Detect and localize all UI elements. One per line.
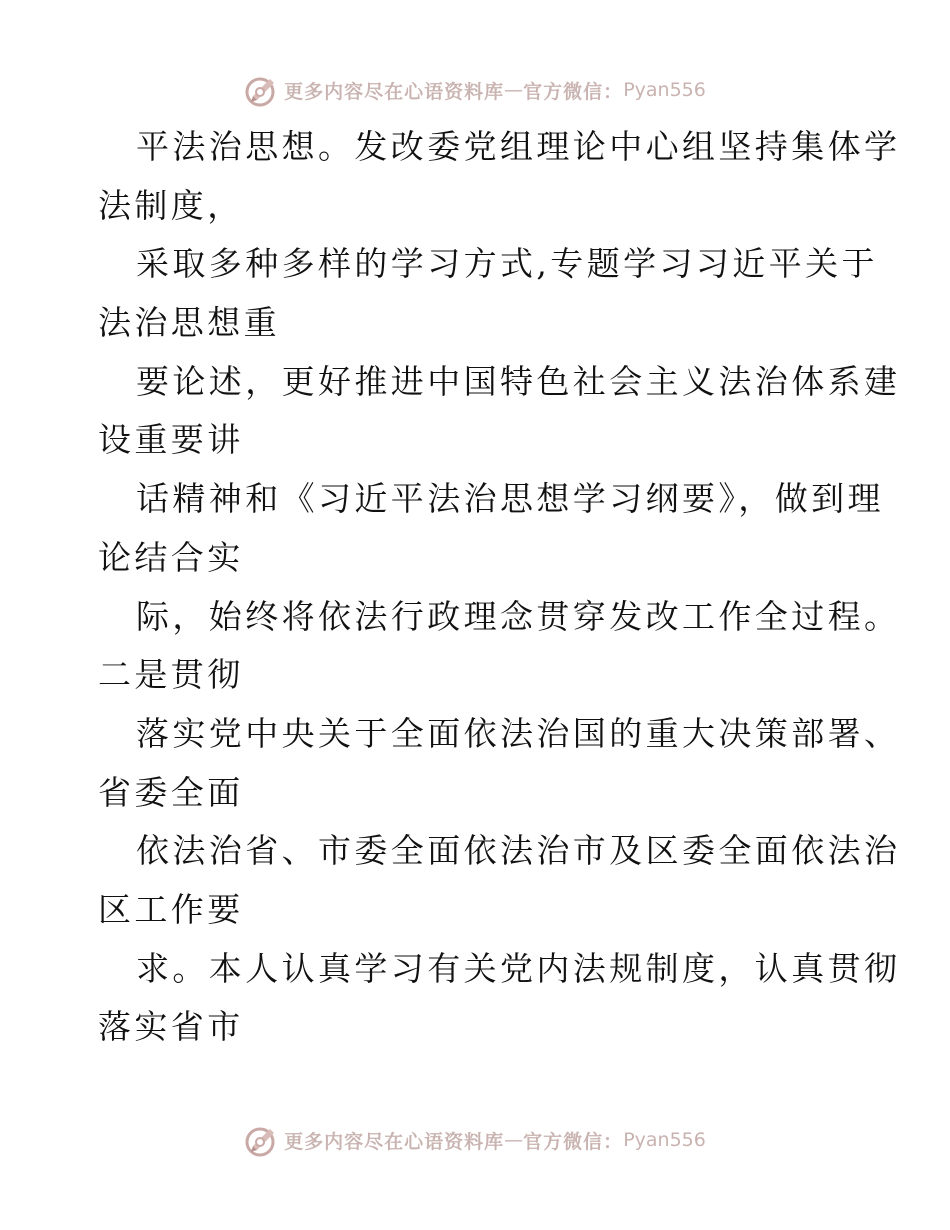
text-line: 论结合实	[98, 537, 244, 577]
watermark-wechat-id: Pyan556	[623, 79, 706, 101]
pen-logo-icon	[244, 1122, 280, 1158]
text-line: 采取多种多样的学习方式,专题学习习近平关于	[136, 244, 878, 284]
pen-logo-icon	[244, 72, 280, 108]
footer-watermark	[0, 1120, 950, 1160]
text-line: 落实省市	[98, 1007, 244, 1047]
text-line: 话精神和《习近平法治思想学习纲要》，做到理	[136, 479, 884, 519]
watermark-separator: —	[504, 1129, 524, 1151]
text-line: 法制度，	[98, 185, 244, 225]
watermark-wechat-label: 官方微信：	[523, 80, 624, 103]
watermark-brand: 更多内容尽在心语资料库	[284, 80, 505, 103]
text-line: 依法治省、市委全面依法治市及区委全面依法治	[136, 831, 901, 871]
text-line: 二是贯彻	[98, 655, 244, 695]
text-line: 设重要讲	[98, 420, 244, 460]
text-line: 平法治思想。发改委党组理论中心组坚持集体学	[136, 127, 901, 166]
watermark-wechat-label: 官方微信：	[523, 1130, 624, 1153]
text-line: 省委全面	[98, 772, 244, 812]
watermark-brand: 更多内容尽在心语资料库	[284, 1130, 505, 1153]
watermark-wechat-id: Pyan556	[623, 1129, 706, 1151]
text-line: 要论述，更好推进中国特色社会主义法治体系建	[136, 361, 901, 401]
header-watermark	[0, 70, 950, 110]
text-line: 法治思想重	[98, 303, 280, 343]
text-line: 落实党中央关于全面依法治国的重大决策部署、	[136, 713, 901, 753]
document-body	[98, 118, 901, 1057]
text-line: 区工作要	[98, 889, 244, 929]
watermark-separator: —	[504, 79, 524, 101]
text-line: 际，始终将依法行政理念贯穿发改工作全过程。	[136, 596, 901, 636]
text-line: 求。本人认真学习有关党内法规制度，认真贯彻	[136, 948, 901, 988]
